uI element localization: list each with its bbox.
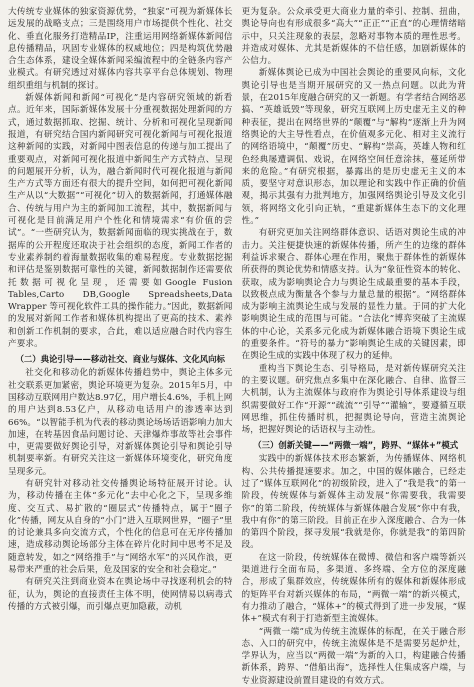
paragraph: 有研究关注到商业资本在舆论场中寻找逐利机会的特征，认为，舆论的直接责任主体不明，使网情易以病毒式传播的方式被引爆，而引爆点更加隐蔽，动机	[8, 577, 233, 612]
left-column	[8, 6, 233, 687]
right-column	[242, 6, 467, 687]
section-heading: （二）典论引导——移动社交、商业与媒体、文化风向标	[15, 354, 225, 365]
paragraph: 重构当下舆论生态、引导格局，是对新传媒研究关注的主要议题。研究焦点多集中在深化融合、自律、监督三大机制，认为主流媒体与政府作为舆论引导体系建设与组织需要做好工作“开源”“疏流”“引导”“灌输”，要遵循互联网思维，抓住传播时机，把握舆论导向，营造主流舆论场，把握好舆论的话语权与主动性。	[241, 363, 466, 436]
paragraph: 更为复杂。公众承受更大商业力量的牵引、控制、扭曲，舆论导向也有形成很多“高大”“正正”“正直”的心理情绪暗示中，只关注现象的表层，忽略对事物本质的理性思考。并造成对媒体、尤其是新媒体的不信任感，加剧新媒体的公信力。	[241, 7, 466, 67]
paragraph: “两微一端”成为传统主流媒体的标配，在关于融合形态、入口的研究中，传统主流媒体是不是需要另起炉灶，学界认为，应当以“两微一端”为新的入口，构建融合传播新体系，跨界、“借船出海”，选择性人住集成客户端，与专业资源建设前置目建设的有效方式。	[241, 626, 466, 686]
paragraph: 大传统专业媒体的独家资源优势，“独家”可视为新媒体长远发展的战略支点；三是围绕用户市场提供个性化、社交化、垂直化服务打造精品IP，注重运用网络新媒体新闻信息传播精品，巩固专业媒体的权威地位；四是构筑优势融合生态体系，建设全媒体新闻采编流程中的全链条内容产业模式。有研究透过对媒体内容共享平台总体规划、物理组织重组与机制的探讨。	[8, 7, 233, 91]
paragraph: 实践中的新媒体技术形态繁新，为传播媒体、网络机构、公共传播提速要求。加之，中国的媒体融合，已经走过了“媒体互联网化”的初级阶段，进入了“我是我”的第一阶段，传统媒体与新媒体主动发展“你需要我，我需要你”的第二阶段，传统媒体与新媒体融合发展“你中有我，我中有你”的第三阶段。目前正在步入深度融合、合为一体的第四个阶段，探寻发展“我就是你，你就是我”的第四阶段。	[241, 454, 466, 551]
paragraph: 社交化和移动化的新媒体传播趋势中，舆论主体多元社交联系更加紧密，舆论环境更为复杂。2015年5月，中国移动互联网用户数达8.97亿，用户增长4.6%，手机上网的用户达到8.53亿户，从移动电话用户的渗透率达到66%。“以智能手机为代表的移动舆论场场话语影响力加大加速，在转基因食品问题讨论、天津爆炸事故等社会事件中，更需要做好舆论引导，对新媒体舆论引导和舆论引导机制要率新。有研究关注这一新媒体环境变化，研究角度呈现多元。	[8, 368, 233, 477]
paragraph: 新媒体新闻和新闻“可视化”是内容研究领域的新看点。近年来，国际新媒体发展十分重视数据处理新闻的方式，通过数据抓取、挖掘、统计、分析和可视化呈现新闻报道，有研究结合国内新闻研究可视化新闻与可视化报道这种新闻的实践，对新闻中图表信息的传递与加工提出了重要观点，对新闻可视化报道中新闻生产方式特点、呈现的问题展开分析，认为，融合新闻时代可视化报道与新闻生产方式等方面还有很大的提升空间，如何把可视化新闻生产从以“大数据”“可视化”切入的数据新闻，打通媒体融合、传统与用户为主的新闻加工流程，其中，数据新闻与可视化是目前满足用户个性化和情境需求“有价值的尝试”。“一些研究认为，数据新闻面临的现实挑战在于，数据库的公开程度还取决于社会组织的态度，新闻工作者的专业素养制约着海量数据收集的难易程度。专业数据挖掘和评估是鉴别数据可靠性的关键，新闻数据制作还需要依托数据可视化呈现，还需要如Google Fusion Tables,Carto DB,Google Spreadsheets,Data Wrapper 等可视化软件工具的操作能力。”因此，数据新闻的发展对新闻工作者和媒体机构提出了更高的技术、素养和创新工作机制的要求，合此，难以适应融合时代内容生产要求。	[8, 93, 233, 350]
paragraph: 有研究针对移动社交传播舆论场特征展开讨论。认为，移动传播在主体“多元化”去中心化之下，呈现多维度、交互式、易扩散的“圈层式”传播特点，属于“圈子化”传播，网友从自身的“小门”进入互联网世界，“圈子”里的讨论兼具多向交流方式，个性化的信息可在无序传播加速，造成移动舆论场部分主体在碎片化时间中思考不足及随意转发，如之“网络推手”与“网络水军”的兴风作浪，更易带来严重的社会后果，危及国家的安全和社会稳定。”	[8, 478, 233, 576]
paragraph: 在这一阶段，传统媒体在微博、微信和客户端等新兴渠道进行全面布局，多渠道、多终端、全方位的深度融合，形成了集群效应，传统媒体所有的媒体和新媒体形成的矩阵平台对新兴媒体的布局，“两微一端”的新兴模式，有力推动了融合，“媒体+”的模式得到了进一步发展，“媒体+”模式有利于打造新型主流媒体。	[241, 552, 466, 625]
section-heading: （三）创新关键——“两微一端”，跨界、“媒体+”模式	[253, 440, 459, 451]
paragraph: 有研究更加关注网络群体意识、话语对舆论生成的冲击力。关注便捷快速的新媒体传播，所产生的边缘的群体利益诉求聚合、群体心理在作用，聚焦于群体性的新媒体所获得的舆论优势和情感支持。认为“象征性资本的转化、获取，成为影响舆论合力与舆论生成最重要的基本手段，以致极点成为衡量各个参与力量总量的根据”。“网络群体成为影响主流舆论生成与发展的显性力量。于同的扩大化影响舆论生成的范围与可能。“合法化”博弈突破了主流媒体的中心论，关系多元化成为新媒体融合语境下舆论生成的重要条件。“符号的暴力”影响舆论生成的关键因素，即在舆论生成的实践中体现了权力的延伸。	[241, 228, 466, 362]
paragraph: 新媒体舆论已成为中国社会舆论的重要风向标，文化舆论引导也是当期开展研究的又一热点问题。以此为背景，在2015年度融合研究的又一新题。有学者结合网络恶搞、“英雄诋毁”等现象，研究互联网上历史虚无主义的种种表征，提出在网络世界的“颠覆”与“解构”逐渐上升为网络舆论的大主导性看点，在价值观多元化、相对主义流行的网络语境中，“颠覆”历史、“解构”崇高，英雄人物和红色经典屡遭调侃、戏说，在网络空间任意涂抹，蔓延所带来的危险。”有研究根据，暴露出的是历史虚无主义的本质，要坚守对意识形态，加以理论和实践中作正确的价值观，揭示其强有力批判地方，加强网络舆论引导及文化引领，将网络文化引向正轨，“重建新媒体生态下的文化理性。”	[241, 68, 466, 227]
